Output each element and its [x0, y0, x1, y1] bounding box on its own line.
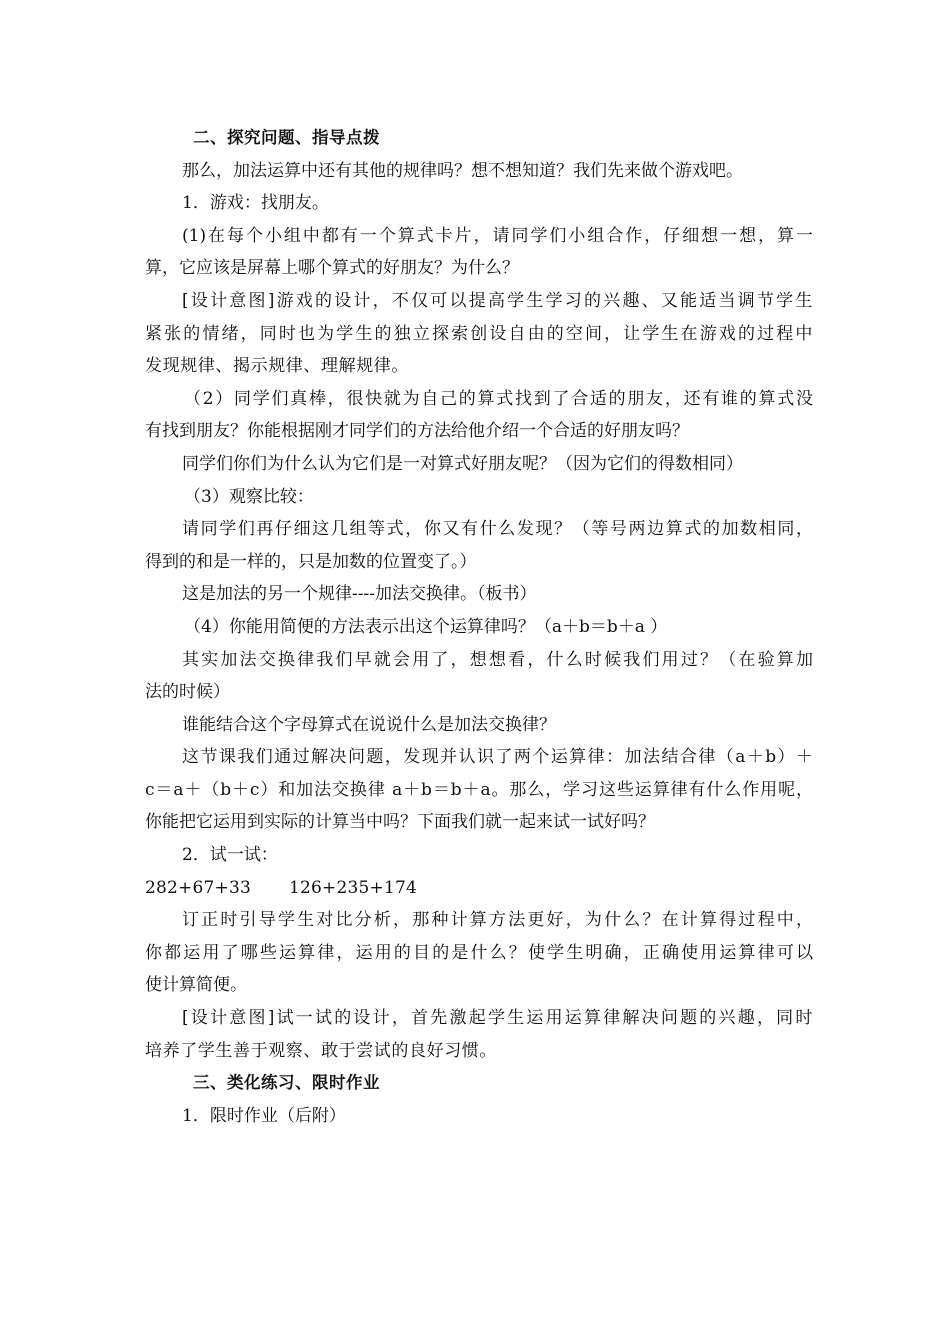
design-intent-1: [145, 285, 813, 318]
design-intent-1-end: 发现规律、揭示规律、理解规律。: [145, 356, 409, 377]
design-intent-1-cont: 紧张的情绪，同时也为学生的独立探索创设自由的空间，让学生在游戏的过程中: [145, 323, 813, 344]
paragraph-summary: 这节课我们通过解决问题，发现并认识了两个运算律：加法结合律（a＋b）＋: [182, 747, 813, 768]
paragraph-question-2-cont: 有找到朋友？你能根据刚才同学们的方法给他介绍一个合适的好朋友吗？: [145, 421, 689, 442]
paragraph-commutative: 这是加法的另一个规律----加法交换律。（板书）: [182, 584, 537, 605]
paragraph-question-1: (1)在每个小组中都有一个算式卡片，请同学们小组合作，仔细想一想，算一: [182, 225, 813, 246]
paragraph-observe: 请同学们再仔细这几组等式，你又有什么发现？（等号两边算式的加数相同，: [182, 519, 813, 540]
paragraph-summary-cont: c＝a＋（b＋c）和加法交换律 a＋b＝b＋a。那么，学习这些运算律有什么作用呢，: [145, 779, 813, 800]
paragraph-question-3: （3）观察比较：: [184, 486, 314, 507]
paragraph-observe-cont: 得到的和是一样的，只是加数的位置变了。）: [145, 551, 477, 572]
section-heading-3: 三、类化练习、限时作业: [193, 1073, 380, 1093]
paragraph-question-2: （2）同学们真棒，很快就为自己的算式找到了合适的朋友，还有谁的算式没: [184, 388, 813, 409]
design-intent-text: 试一试的设计，首先激起学生运用运算律解决问题的兴趣，同时: [274, 1008, 813, 1029]
list-item-try: 2．试一试：: [182, 845, 278, 866]
paragraph: 那么，加法运算中还有其他的规律吗？想不想知道？我们先来做个游戏吧。: [182, 160, 743, 181]
paragraph-cont: 法的时候）: [145, 682, 230, 703]
design-intent-text: 游戏的设计，不仅可以提高学生学习的兴趣、又能适当调节学生: [274, 290, 813, 311]
design-intent-label: [设计意图]: [182, 1008, 275, 1029]
paragraph: 其实加法交换律我们早就会用了，想想看，什么时候我们用过？（在验算加: [182, 649, 813, 670]
paragraph-question-4: （4）你能用简便的方法表示出这个运算律吗？（a＋b＝b＋a ）: [184, 616, 668, 637]
paragraph-correction-end: 使计算简便。: [145, 975, 247, 996]
paragraph: 同学们你们为什么认为它们是一对算式好朋友呢？（因为它们的得数相同）: [182, 453, 743, 474]
calculation-row: [145, 872, 813, 905]
design-intent-label: [设计意图]: [182, 290, 275, 311]
design-intent-2-cont: 培养了学生善于观察、敢于尝试的良好习惯。: [145, 1040, 497, 1061]
paragraph-question-1-cont: 算，它应该是屏幕上哪个算式的好朋友？为什么？: [145, 258, 519, 279]
calculation-2: 126+235+174: [289, 877, 418, 898]
paragraph-correction: 订正时引导学生对比分析，那种计算方法更好，为什么？在计算得过程中，: [182, 910, 813, 931]
list-item-game: 1．游戏：找朋友。: [182, 193, 329, 214]
section-heading-2: 二、探究问题、指导点拨: [193, 128, 380, 147]
document-body: [145, 122, 813, 1132]
paragraph: 谁能结合这个字母算式在说说什么是加法交换律？: [182, 714, 556, 735]
paragraph-summary-end: 你能把它运用到实际的计算当中吗？下面我们就一起来试一试好吗？: [145, 812, 655, 833]
paragraph-correction-cont: 你都运用了哪些运算律，运用的目的是什么？使学生明确，正确使用运算律可以: [145, 942, 813, 963]
design-intent-2: [145, 1002, 813, 1035]
calculation-1: 282+67+33: [145, 877, 251, 898]
list-item-homework: 1．限时作业（后附）: [182, 1105, 346, 1126]
